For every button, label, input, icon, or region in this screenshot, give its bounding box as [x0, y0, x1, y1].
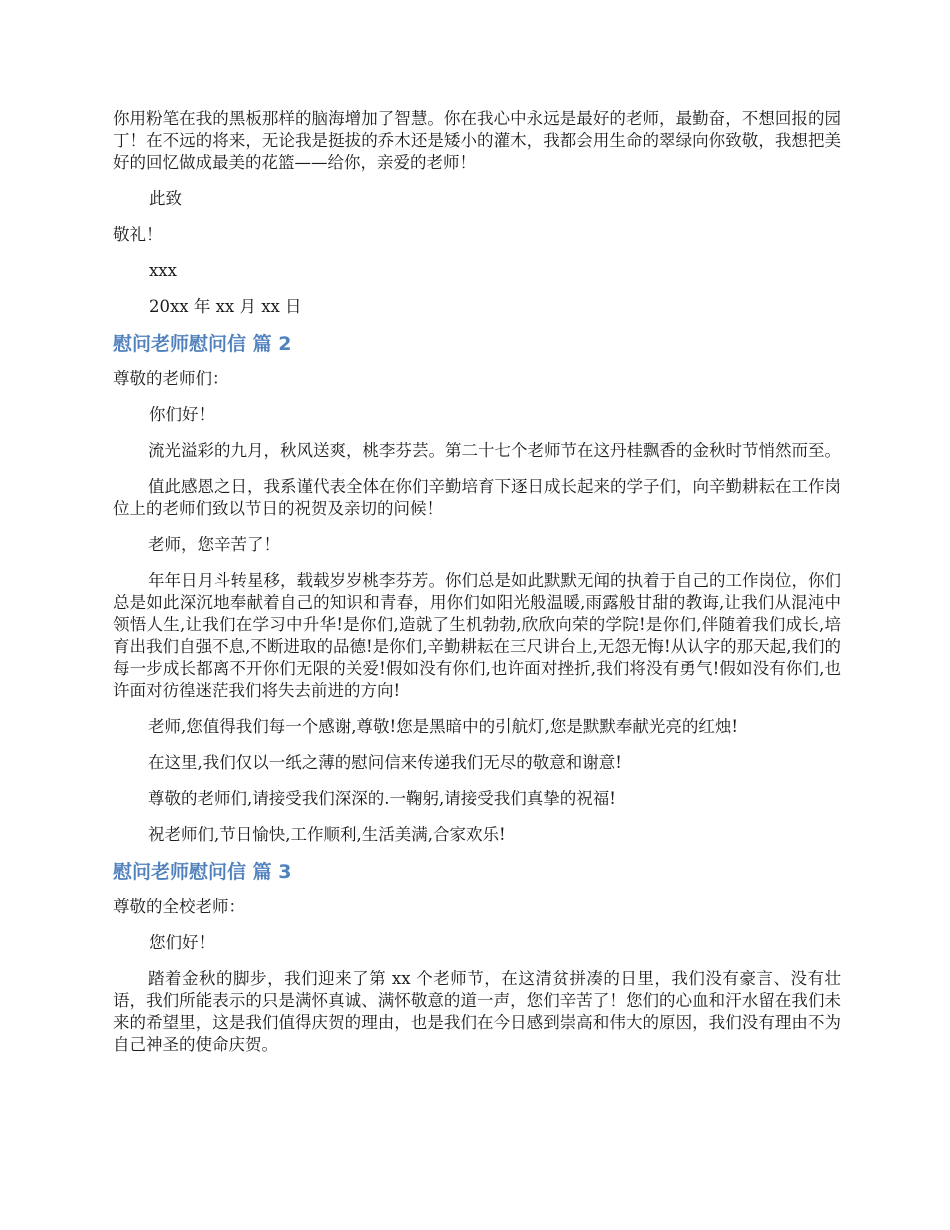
paragraph: 流光溢彩的九月，秋风送爽，桃李芬芸。第二十七个老师节在这丹桂飘香的金秋时节悄然而至。	[148, 441, 841, 460]
paragraph: 年年日月斗转星移，载载岁岁桃李芬芳。你们总是如此默默无闻的执着于自己的工作岗位，你们总是如此深沉地奉献着自己的知识和青春，用你们如阳光般温暖,雨露般甘甜的教诲,让我们从混沌中领悟人生,让我们在学习中升华!是你们,造就了生机勃勃,欣欣向荣的学院!是你们,伴随着我们成长,培育出我们自强不息,不断进取的品德!是你们,辛勤耕耘在三尺讲台上,无怨无悔!从认字的那天起,我们的每一步成长都离不开你们无限的关爱!假如没有你们,也许面对挫折,我们将没有勇气!假如没有你们,也许面对彷徨迷茫我们将失去前进的方向!	[113, 571, 841, 700]
paragraph: 踏着金秋的脚步，我们迎来了第 xx 个老师节，在这清贫拼凑的日里，我们没有豪言、没有壮语，我们所能表示的只是满怀真诚、满怀敬意的道一声，您们辛苦了！您们的心血和汗水留在我们未来的希望里，这是我们值得庆贺的理由，也是我们在今日感到崇高和伟大的原因，我们没有理由不为自己神圣的使命庆贺。	[113, 969, 841, 1054]
closing-line: 此致	[149, 189, 182, 208]
salutation: 尊敬的全校老师：	[113, 897, 245, 916]
paragraph: 在这里,我们仅以一纸之薄的慰问信来传递我们无尽的敬意和谢意!	[148, 753, 622, 772]
paragraph: 你用粉笔在我的黑板那样的脑海增加了智慧。你在我心中永远是最好的老师，最勤奋，不想回报的园丁！在不远的将来，无论我是挺拔的乔木还是矮小的灌木，我都会用生命的翠绿向你致敬，我想把美好的回忆做成最美的花篮——给你，亲爱的老师！	[113, 109, 841, 172]
document-page	[113, 108, 841, 1070]
greeting: 您们好！	[149, 933, 215, 952]
section-heading: 慰问老师慰问信 篇 2	[113, 333, 292, 355]
paragraph: 祝老师们,节日愉快,工作顺利,生活美满,合家欢乐!	[148, 825, 506, 844]
closing-salute: 敬礼！	[113, 225, 163, 244]
greeting: 你们好！	[149, 405, 215, 424]
paragraph: 值此感恩之日，我系谨代表全体在你们辛勤培育下逐日成长起来的学子们，向辛勤耕耘在工作岗位上的老师们致以节日的祝贺及亲切的问候！	[113, 477, 841, 518]
salutation: 尊敬的老师们：	[113, 369, 229, 388]
date: 20xx 年 xx 月 xx 日	[149, 297, 302, 316]
signature: xxx	[149, 261, 177, 280]
paragraph: 老师,您值得我们每一个感谢,尊敬!您是黑暗中的引航灯,您是默默奉献光亮的红烛!	[148, 717, 738, 736]
paragraph: 尊敬的老师们,请接受我们深深的.一鞠躬,请接受我们真挚的祝福!	[148, 789, 616, 808]
section-heading: 慰问老师慰问信 篇 3	[113, 861, 292, 883]
paragraph: 老师，您辛苦了！	[148, 535, 280, 554]
